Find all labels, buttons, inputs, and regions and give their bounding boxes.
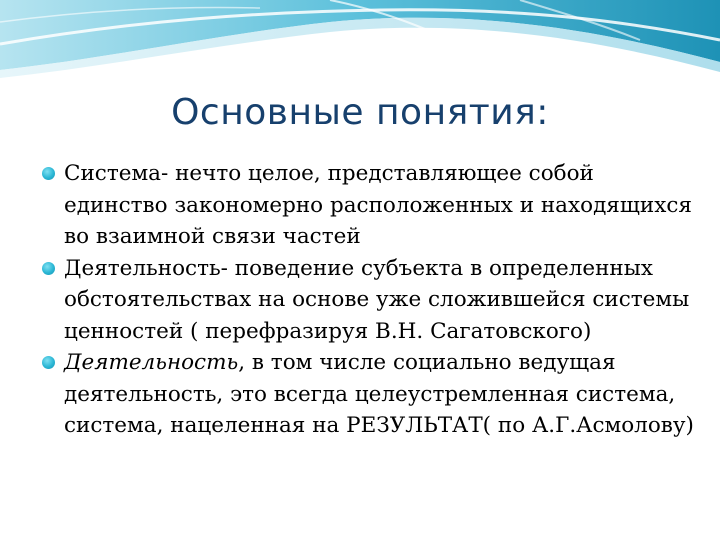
item-lead: Деятельность: [64, 350, 239, 375]
list-item: [42, 253, 702, 348]
item-text: , в том числе социально ведущая деятельность, это всегда целеустремленная система, система, нацеленная на РЕЗУЛЬТАТ( по А.Г.Асмолову): [64, 350, 694, 438]
bullet-list: [42, 158, 702, 442]
bullet-icon: [42, 356, 55, 369]
list-item: [42, 158, 702, 253]
bullet-icon: [42, 262, 55, 275]
header-wave-decoration: [0, 0, 720, 80]
item-text: Деятельность- поведение субъекта в определенных обстоятельствах на основе уже сложившейся системы ценностей ( перефразируя В.Н. Сагатовского): [64, 255, 690, 344]
slide-title: Основные понятия:: [171, 92, 549, 133]
bullet-icon: [42, 167, 55, 180]
item-text: Система- нечто целое, представляющее собой единство закономерно расположенных и находящихся во взаимной связи частей: [64, 161, 692, 249]
list-item: [42, 347, 702, 442]
